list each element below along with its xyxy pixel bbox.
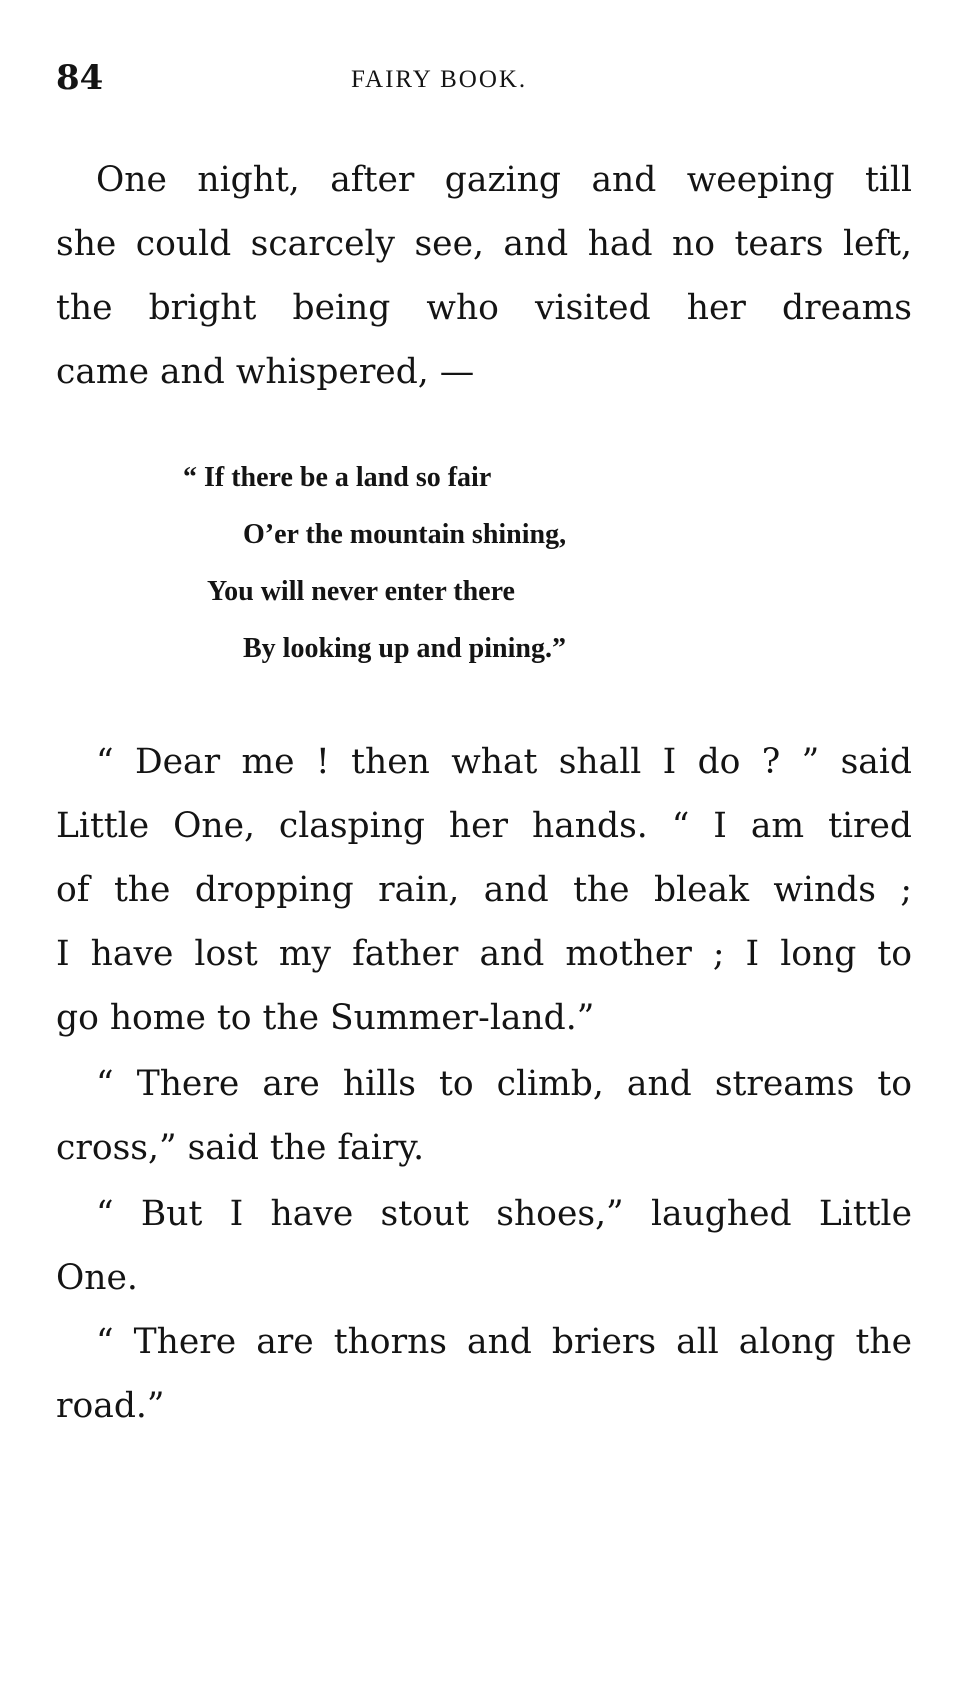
page-number: 84 <box>56 58 104 98</box>
text-line: One night, after gazing and weeping till <box>96 160 912 200</box>
verse-line: By looking up and pining.” <box>243 633 566 664</box>
text-line: “ But I have stout shoes,” laughed Little <box>96 1194 912 1234</box>
text-line: One. <box>56 1258 138 1298</box>
text-line: “ There are thorns and briers all along the <box>96 1322 912 1362</box>
text-line: of the dropping rain, and the bleak winds ; <box>56 870 912 910</box>
page-header <box>56 58 915 98</box>
text-line: road.” <box>56 1386 165 1426</box>
text-line: “ There are hills to climb, and streams to <box>96 1064 912 1104</box>
verse-line: “ If there be a land so fair <box>183 462 492 493</box>
text-line: she could scarcely see, and had no tears left, <box>56 224 912 264</box>
text-line: Little One, clasping her hands. “ I am tired <box>56 806 912 846</box>
text-line: came and whispered, — <box>56 352 475 392</box>
verse-line: You will never enter there <box>207 576 515 607</box>
text-line: I have lost my father and mother ; I long to <box>56 934 912 974</box>
verse-line: O’er the mountain shining, <box>243 519 567 550</box>
running-title: FAIRY BOOK. <box>351 66 528 93</box>
text-line: the bright being who visited her dreams <box>56 288 912 328</box>
text-line: go home to the Summer-land.” <box>56 998 595 1038</box>
text-line: “ Dear me ! then what shall I do ? ” said <box>96 742 912 782</box>
text-line: cross,” said the fairy. <box>56 1128 425 1168</box>
